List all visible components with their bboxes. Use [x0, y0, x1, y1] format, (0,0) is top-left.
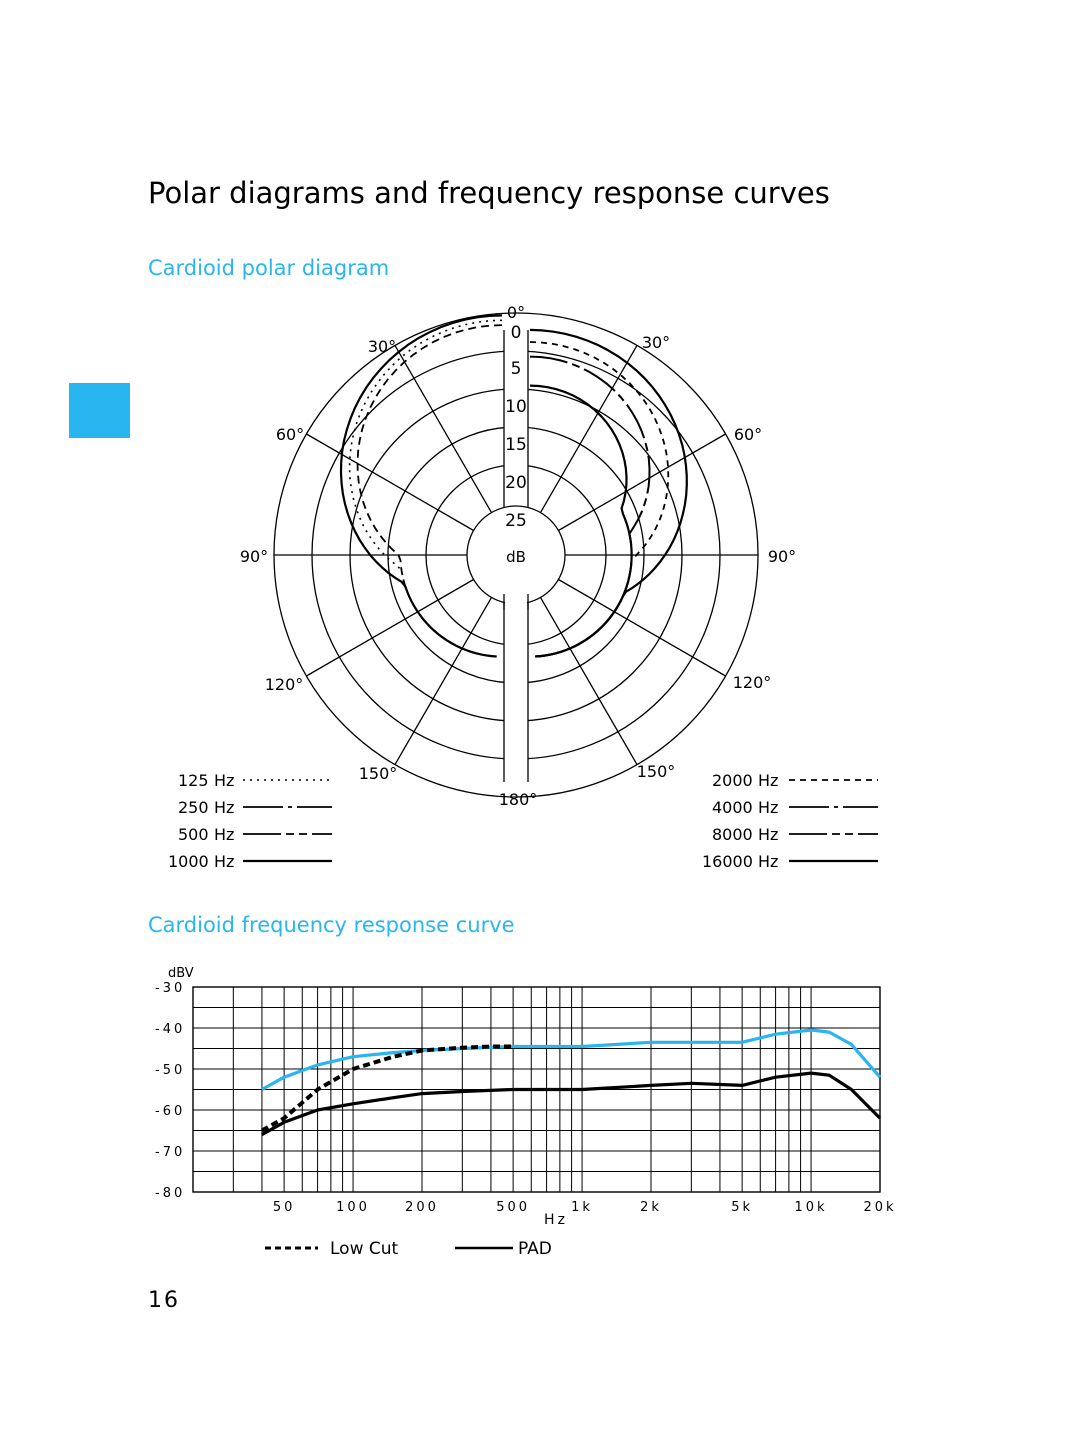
angle-label-180: 180°: [498, 790, 538, 809]
y-tick-label: -70: [155, 1145, 186, 1160]
x-tick-label: 100: [336, 1200, 370, 1215]
page-number: 16: [148, 1288, 180, 1313]
legend-freq-500: 500: [178, 825, 209, 844]
angle-label-90-left: 90°: [239, 547, 269, 566]
frequency-series-line-0: [262, 1030, 880, 1090]
legend-unit-500: Hz: [214, 825, 235, 844]
angle-label-30-left: 30°: [367, 337, 397, 356]
frequency-x-ticks: [273, 1200, 897, 1215]
x-tick-label: 200: [405, 1200, 439, 1215]
legend-unit-250: Hz: [214, 798, 235, 817]
legend-label-pad: PAD: [518, 1239, 552, 1259]
y-tick-label: -80: [155, 1186, 186, 1201]
legend-freq-1000: 1000: [168, 852, 209, 871]
legend-freq-250: 250: [178, 798, 209, 817]
y-tick-label: -30: [155, 981, 186, 996]
x-tick-label: 10k: [794, 1200, 828, 1215]
angle-label-60-left: 60°: [275, 425, 305, 444]
polar-section-title: Cardioid polar diagram: [148, 256, 390, 280]
db-label-10: 10: [505, 397, 527, 417]
angle-label-120-right: 120°: [732, 673, 772, 692]
angle-label-0: 0°: [506, 303, 526, 322]
y-tick-label: -40: [155, 1022, 186, 1037]
legend-freq-4000: 4000: [712, 798, 753, 817]
legend-unit-4000: Hz: [758, 798, 779, 817]
db-unit-label: dB: [506, 548, 526, 566]
x-tick-label: 1k: [571, 1200, 593, 1215]
db-label-0: 0: [510, 323, 522, 343]
angle-label-60-right: 60°: [733, 425, 763, 444]
legend-freq-8000: 8000: [712, 825, 753, 844]
y-tick-label: -50: [155, 1063, 186, 1078]
x-axis-unit: Hz: [544, 1212, 568, 1228]
x-tick-label: 5k: [731, 1200, 754, 1215]
page-title: Polar diagrams and frequency response curves: [148, 176, 830, 210]
legend-freq-2000: 2000: [712, 771, 753, 790]
x-tick-label: 20k: [863, 1200, 897, 1215]
legend-freq-16000: 16000: [702, 852, 753, 871]
legend-unit-1000: Hz: [214, 852, 235, 871]
frequency-series-line-2: [262, 1073, 880, 1135]
legend-unit-2000: Hz: [758, 771, 779, 790]
x-tick-label: 500: [496, 1200, 531, 1215]
x-tick-label: 50: [272, 1200, 296, 1215]
angle-label-150-right: 150°: [636, 762, 676, 781]
frequency-y-ticks: [155, 981, 185, 1201]
db-label-25: 25: [505, 511, 527, 531]
x-tick-label: 2k: [640, 1200, 662, 1215]
db-label-5: 5: [510, 359, 522, 379]
db-label-15: 15: [505, 435, 527, 455]
angle-label-150-left: 150°: [358, 764, 398, 783]
y-tick-label: -60: [155, 1104, 186, 1119]
legend-freq-125: 125: [178, 771, 209, 790]
frequency-series: [262, 1030, 880, 1135]
legend-unit-8000: Hz: [758, 825, 779, 844]
y-axis-unit: dBV: [168, 966, 194, 981]
legend-unit-125: Hz: [214, 771, 235, 790]
angle-label-30-right: 30°: [641, 333, 671, 352]
angle-label-90-right: 90°: [767, 547, 797, 566]
frequency-legend: [265, 1239, 552, 1259]
legend-unit-16000: Hz: [758, 852, 779, 871]
frequency-section-title: Cardioid frequency response curve: [148, 913, 515, 937]
angle-label-120-left: 120°: [264, 675, 304, 694]
db-label-20: 20: [505, 473, 527, 493]
legend-label-low-cut: Low Cut: [330, 1239, 399, 1259]
